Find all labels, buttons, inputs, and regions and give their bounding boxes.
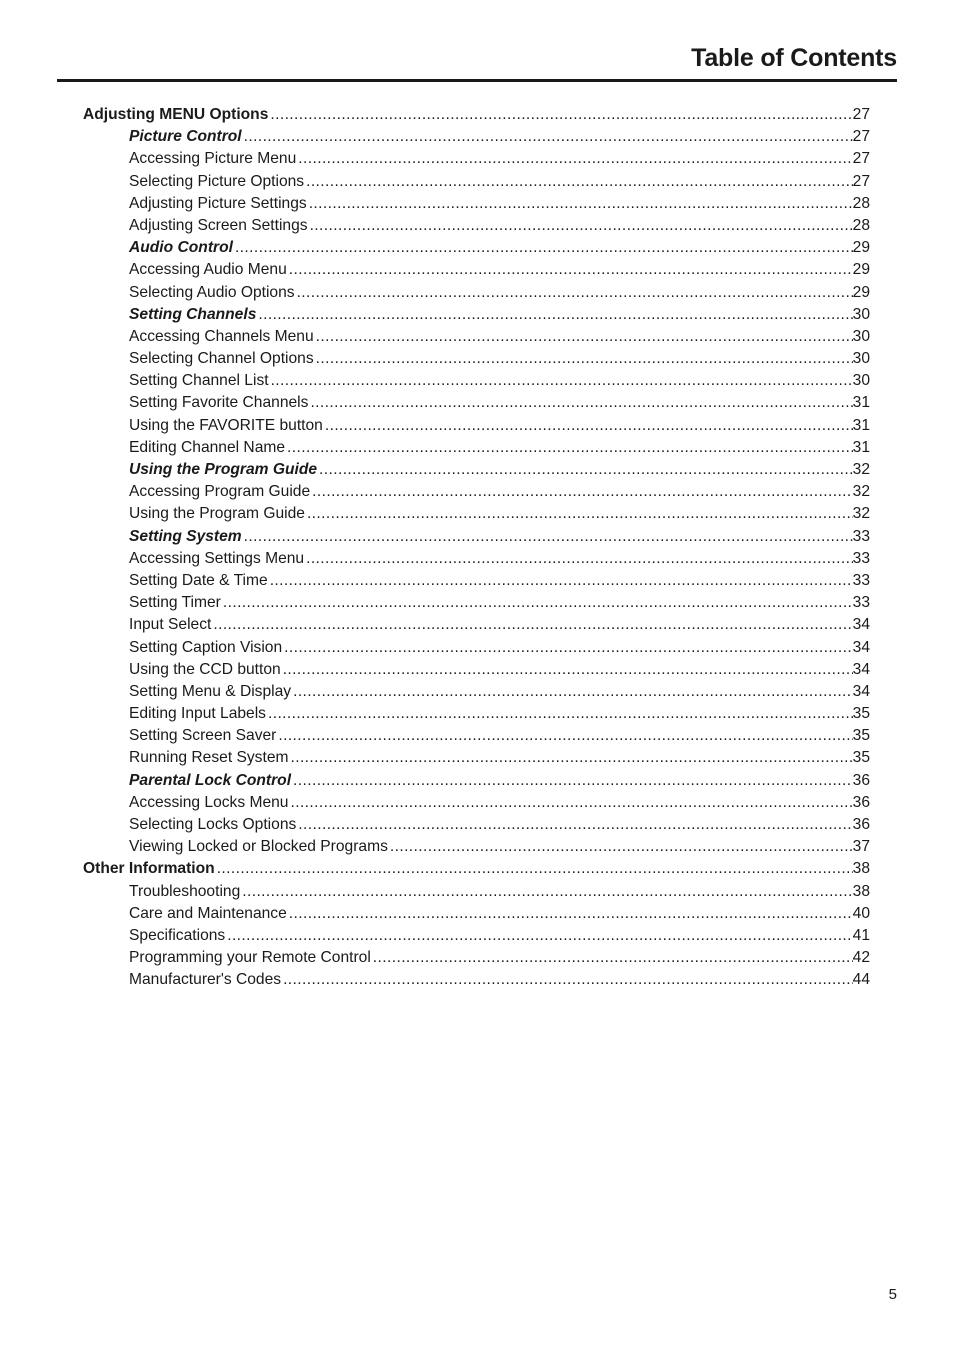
toc-entry-page: 30 [852,372,870,390]
toc-entry-label: Setting System [129,527,242,545]
toc-entry[interactable] [83,392,870,414]
toc-entry-page: 41 [852,926,870,944]
toc-entry-label: Care and Maintenance [129,904,287,922]
toc-entry[interactable] [83,881,870,903]
toc-entry-label: Manufacturer's Codes [129,971,282,989]
toc-subsection-entry[interactable] [83,304,870,326]
toc-entry-page: 34 [852,660,870,678]
toc-entry-page: 27 [852,150,870,168]
title-rule [57,79,897,82]
dot-leader [268,703,853,725]
toc-entry-label: Audio Control [129,239,233,257]
toc-entry-label: Parental Lock Control [129,771,292,789]
dot-leader [307,503,853,525]
toc-subsection-entry[interactable] [83,770,870,792]
toc-entry-page: 38 [852,860,870,878]
toc-entry[interactable] [83,703,870,725]
toc-entry[interactable] [83,193,870,215]
dot-leader [217,858,853,880]
toc-entry-label: Troubleshooting [129,882,241,900]
toc-entry[interactable] [83,215,870,237]
dot-leader [270,104,852,126]
toc-entry[interactable] [83,947,870,969]
toc-entry-page: 40 [852,904,870,922]
toc-entry[interactable] [83,637,870,659]
toc-entry[interactable] [83,415,870,437]
toc-entry-label: Editing Channel Name [129,438,286,456]
toc-entry[interactable] [83,326,870,348]
toc-entry[interactable] [83,282,870,304]
toc-entry-page: 33 [852,549,870,567]
dot-leader [287,437,853,459]
dot-leader [293,770,853,792]
toc-entry[interactable] [83,681,870,703]
toc-entry-label: Programming your Remote Control [129,949,371,967]
toc-entry-page: 32 [852,483,870,501]
toc-entry-page: 33 [852,527,870,545]
toc-entry-page: 29 [852,239,870,257]
toc-entry-label: Using the Program Guide [129,505,305,523]
toc-entry-page: 28 [852,194,870,212]
toc-entry[interactable] [83,925,870,947]
dot-leader [258,304,852,326]
toc-entry-label: Adjusting Screen Settings [129,216,308,234]
dot-leader [390,836,853,858]
dot-leader [306,548,853,570]
toc-entry[interactable] [83,171,870,193]
dot-leader [312,481,853,503]
toc-entry[interactable] [83,814,870,836]
toc-entry-label: Setting Channel List [129,372,269,390]
toc-entry[interactable] [83,659,870,681]
dot-leader [283,969,853,991]
toc-entry-page: 27 [852,106,870,123]
toc-entry-page: 32 [852,461,870,478]
toc-section-entry[interactable] [83,104,870,126]
toc-entry-label: Using the Program Guide [129,461,318,478]
dot-leader [235,237,853,259]
toc-entry-page: 38 [852,882,870,900]
toc-entry-label: Setting Menu & Display [129,682,292,700]
toc-entry-page: 34 [852,638,870,656]
page-title: Table of Contents [691,44,897,72]
dot-leader [284,637,852,659]
toc-entry-label: Setting Timer [129,594,221,612]
toc-entry-label: Selecting Locks Options [129,816,297,833]
dot-leader [298,148,852,170]
toc-entry-label: Viewing Locked or Blocked Programs [129,838,388,856]
toc-entry-page: 31 [852,394,870,412]
toc-entry-label: Setting Screen Saver [129,727,277,745]
dot-leader [306,171,853,193]
toc-entry-label: Specifications [129,926,226,944]
toc-entry-label: Using the FAVORITE button [129,416,323,434]
dot-leader [373,947,853,969]
dot-leader [244,126,853,148]
toc-entry-label: Picture Control [129,128,242,146]
dot-leader [297,282,853,304]
dot-leader [270,570,853,592]
dot-leader [271,370,853,392]
dot-leader [290,792,852,814]
toc-entry-label: Adjusting Picture Settings [129,194,307,212]
dot-leader [278,725,852,747]
dot-leader [242,881,852,903]
toc-entry-label: Using the CCD button [129,660,281,678]
toc-entry-label: Running Reset System [129,749,289,767]
dot-leader [227,925,852,947]
toc-entry-page: 36 [852,816,870,833]
toc-entry-page: 30 [852,350,870,368]
toc-entry-page: 34 [852,616,870,634]
toc-entry-label: Setting Channels [129,305,257,323]
dot-leader [310,215,853,237]
toc-entry-page: 31 [852,438,870,456]
dot-leader [325,415,853,437]
toc-entry[interactable] [83,548,870,570]
toc-entry-label: Other Information [83,860,215,878]
toc-entry-label: Editing Input Labels [129,705,266,723]
dot-leader [289,903,853,925]
toc-entry-page: 32 [852,505,870,523]
dot-leader [223,592,853,614]
toc-entry-page: 44 [852,971,870,989]
toc-entry-label: Selecting Audio Options [129,283,295,301]
toc-subsection-entry[interactable] [83,126,870,148]
toc-entry-label: Setting Favorite Channels [129,394,309,412]
toc-entry-label: Input Select [129,616,212,634]
toc-entry-page: 37 [852,838,870,856]
dot-leader [213,614,852,636]
toc-entry-label: Accessing Audio Menu [129,261,287,279]
toc-entry[interactable] [83,148,870,170]
toc-entry-label: Accessing Settings Menu [129,549,305,567]
toc-entry-label: Selecting Picture Options [129,172,305,190]
toc-entry-page: 29 [852,283,870,301]
toc-entry-page: 42 [852,949,870,967]
toc-entry[interactable] [83,747,870,769]
dot-leader [316,348,853,370]
dot-leader [283,659,853,681]
toc-entry-page: 35 [852,705,870,723]
toc-entry[interactable] [83,481,870,503]
toc-section-entry[interactable] [83,858,870,880]
dot-leader [298,814,852,836]
dot-leader [289,259,853,281]
toc-entry[interactable] [83,503,870,525]
toc-entry-page: 33 [852,594,870,612]
toc-entry-label: Accessing Program Guide [129,483,311,501]
toc-entry-label: Setting Caption Vision [129,638,283,656]
toc-entry-page: 29 [852,261,870,279]
toc-entry-page: 30 [852,305,870,323]
toc-entry[interactable] [83,836,870,858]
toc-entry-page: 33 [852,571,870,589]
toc-entry-page: 31 [852,416,870,434]
toc-entry-label: Accessing Picture Menu [129,150,297,168]
toc-subsection-entry[interactable] [83,459,870,481]
toc-entry-page: 28 [852,216,870,234]
toc-entry-label: Accessing Locks Menu [129,793,289,811]
toc-entry-label: Setting Date & Time [129,571,268,589]
toc-entry-label: Accessing Channels Menu [129,327,314,345]
toc-entry-page: 35 [852,727,870,745]
toc-entry[interactable] [83,437,870,459]
dot-leader [316,326,853,348]
toc-entry-page: 35 [852,749,870,767]
dot-leader [244,526,853,548]
toc-entry[interactable] [83,348,870,370]
toc-entry[interactable] [83,903,870,925]
toc-entry-page: 36 [852,793,870,811]
toc-entry-page: 30 [852,327,870,345]
toc-entry-page: 34 [852,682,870,700]
table-of-contents [83,104,870,992]
toc-entry[interactable] [83,570,870,592]
toc-subsection-entry[interactable] [83,526,870,548]
dot-leader [319,459,853,481]
toc-entry[interactable] [83,259,870,281]
dot-leader [293,681,853,703]
toc-entry-label: Adjusting MENU Options [83,106,269,123]
toc-entry[interactable] [83,969,870,991]
dot-leader [290,747,852,769]
toc-entry-label: Selecting Channel Options [129,350,314,368]
page-number: 5 [888,1286,897,1303]
toc-entry[interactable] [83,592,870,614]
toc-entry[interactable] [83,792,870,814]
dot-leader [310,392,852,414]
toc-subsection-entry[interactable] [83,237,870,259]
dot-leader [309,193,853,215]
toc-entry[interactable] [83,370,870,392]
toc-entry-page: 36 [852,771,870,789]
toc-entry-page: 27 [852,128,870,146]
toc-entry-page: 27 [852,172,870,190]
toc-entry[interactable] [83,725,870,747]
toc-entry[interactable] [83,614,870,636]
